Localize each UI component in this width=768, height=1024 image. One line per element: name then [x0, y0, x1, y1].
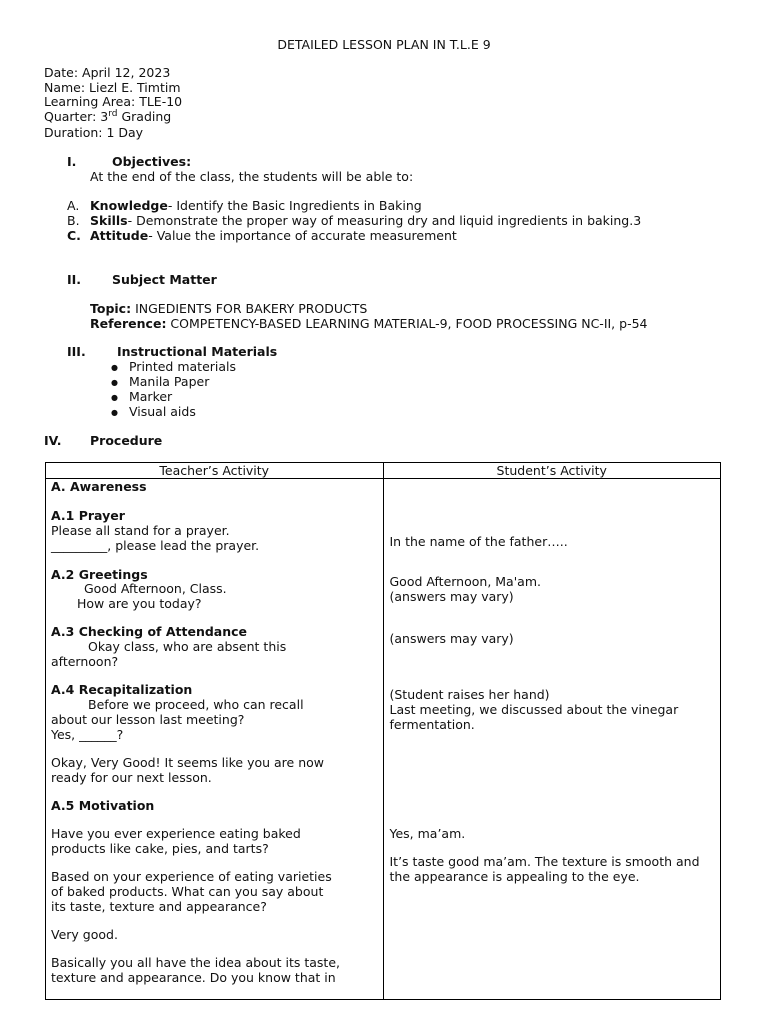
objectives-number: I. [67, 154, 77, 169]
awareness-heading: A. Awareness [51, 479, 147, 494]
student-line: (Student raises her hand) [389, 687, 550, 702]
date-line: Date: April 12, 2023 [44, 65, 171, 80]
subject-heading: Subject Matter [112, 272, 217, 287]
lesson-info [44, 66, 182, 141]
teacher-line: about our lesson last meeting? [51, 712, 245, 727]
quarter-line [44, 110, 182, 127]
teacher-line: How are you today? [77, 596, 202, 611]
material-item: ● Visual aids [111, 404, 196, 419]
recapitalization-heading: A.4 Recapitalization [51, 682, 193, 697]
teacher-line: products like cake, pies, and tarts? [51, 841, 269, 856]
greetings-heading: A.2 Greetings [51, 567, 148, 582]
name-line: Name: Liezl E. Timtim [44, 79, 181, 95]
teacher-line: ready for our next lesson. [51, 770, 212, 785]
student-line: the appearance is appealing to the eye. [389, 869, 640, 884]
student-activity-cell [383, 479, 721, 1000]
objective-skills-text: Skills- Demonstrate the proper way of measuring dry and liquid ingredients in baking.3 [90, 213, 642, 228]
student-activity-header: Student’s Activity [383, 463, 721, 479]
teacher-line: Based on your experience of eating varieties [51, 869, 332, 884]
student-line: In the name of the father….. [389, 534, 568, 549]
student-line: Last meeting, we discussed about the vinegar [389, 702, 679, 717]
teacher-activity-header: Teacher’s Activity [46, 463, 384, 479]
objectives-heading: Objectives: [112, 154, 192, 169]
quarter-ordinal: rd [108, 108, 118, 119]
materials-heading: Instructional Materials [117, 344, 278, 359]
teacher-line: Okay class, who are absent this [88, 639, 287, 654]
procedure-number: IV. [44, 433, 62, 448]
teacher-line: Basically you all have the idea about its taste, [51, 955, 340, 970]
teacher-line: Please all stand for a prayer. [51, 523, 230, 538]
student-line: Good Afternoon, Ma'am. [389, 574, 541, 589]
teacher-line: Okay, Very Good! It seems like you are now [51, 755, 324, 770]
material-item: ● Printed materials [111, 359, 236, 374]
attendance-heading: A.3 Checking of Attendance [51, 624, 248, 639]
quarter-suffix: Grading [117, 108, 172, 124]
objectives-intro: At the end of the class, the students will be able to: [90, 169, 414, 184]
teacher-line: texture and appearance. Do you know that in [51, 970, 336, 985]
prayer-heading: A.1 Prayer [51, 508, 125, 523]
objective-letter: A. [67, 198, 80, 213]
teacher-line: afternoon? [51, 654, 119, 669]
document-title: DETAILED LESSON PLAN IN T.L.E 9 [277, 37, 491, 52]
student-line: Yes, ma’am. [389, 826, 466, 841]
teacher-line: Good Afternoon, Class. [84, 581, 227, 596]
material-item: ● Marker [111, 389, 172, 404]
procedure-heading: Procedure [90, 433, 163, 448]
objective-knowledge [67, 198, 79, 213]
teacher-line: Have you ever experience eating baked [51, 826, 301, 841]
teacher-line: of baked products. What can you say about [51, 884, 324, 899]
objective-attitude: C. [67, 228, 81, 243]
teacher-line: Very good. [51, 927, 118, 942]
quarter-prefix: Quarter: 3 [44, 108, 109, 124]
teacher-activity-cell [46, 479, 384, 1000]
procedure-table [45, 462, 721, 1000]
student-line: fermentation. [389, 717, 475, 732]
reference-line: Reference: COMPETENCY-BASED LEARNING MATERIAL-9, FOOD PROCESSING NC-II, p-54 [90, 316, 648, 331]
teacher-line: _________, please lead the prayer. [51, 538, 260, 553]
objective-skills [67, 213, 80, 228]
learning-area-line: Learning Area: TLE-10 [44, 94, 183, 110]
motivation-heading: A.5 Motivation [51, 798, 155, 813]
subject-number: II. [67, 272, 82, 287]
materials-number: III. [67, 344, 86, 359]
duration-line: Duration: 1 Day [44, 125, 144, 141]
teacher-line: its taste, texture and appearance? [51, 899, 267, 914]
objective-attitude-text: Attitude- Value the importance of accurate measurement [90, 228, 457, 243]
student-line: (answers may vary) [389, 589, 514, 604]
material-item: ● Manila Paper [111, 374, 209, 389]
student-line: It’s taste good ma’am. The texture is smooth and [389, 854, 700, 869]
topic-line: Topic: INGEDIENTS FOR BAKERY PRODUCTS [90, 301, 368, 316]
student-line: (answers may vary) [389, 631, 514, 646]
objective-letter: B. [67, 213, 80, 228]
teacher-line: Yes, ______? [51, 727, 124, 742]
teacher-line: Before we proceed, who can recall [88, 697, 304, 712]
objective-knowledge-text: Knowledge- Identify the Basic Ingredients in Baking [90, 198, 422, 213]
